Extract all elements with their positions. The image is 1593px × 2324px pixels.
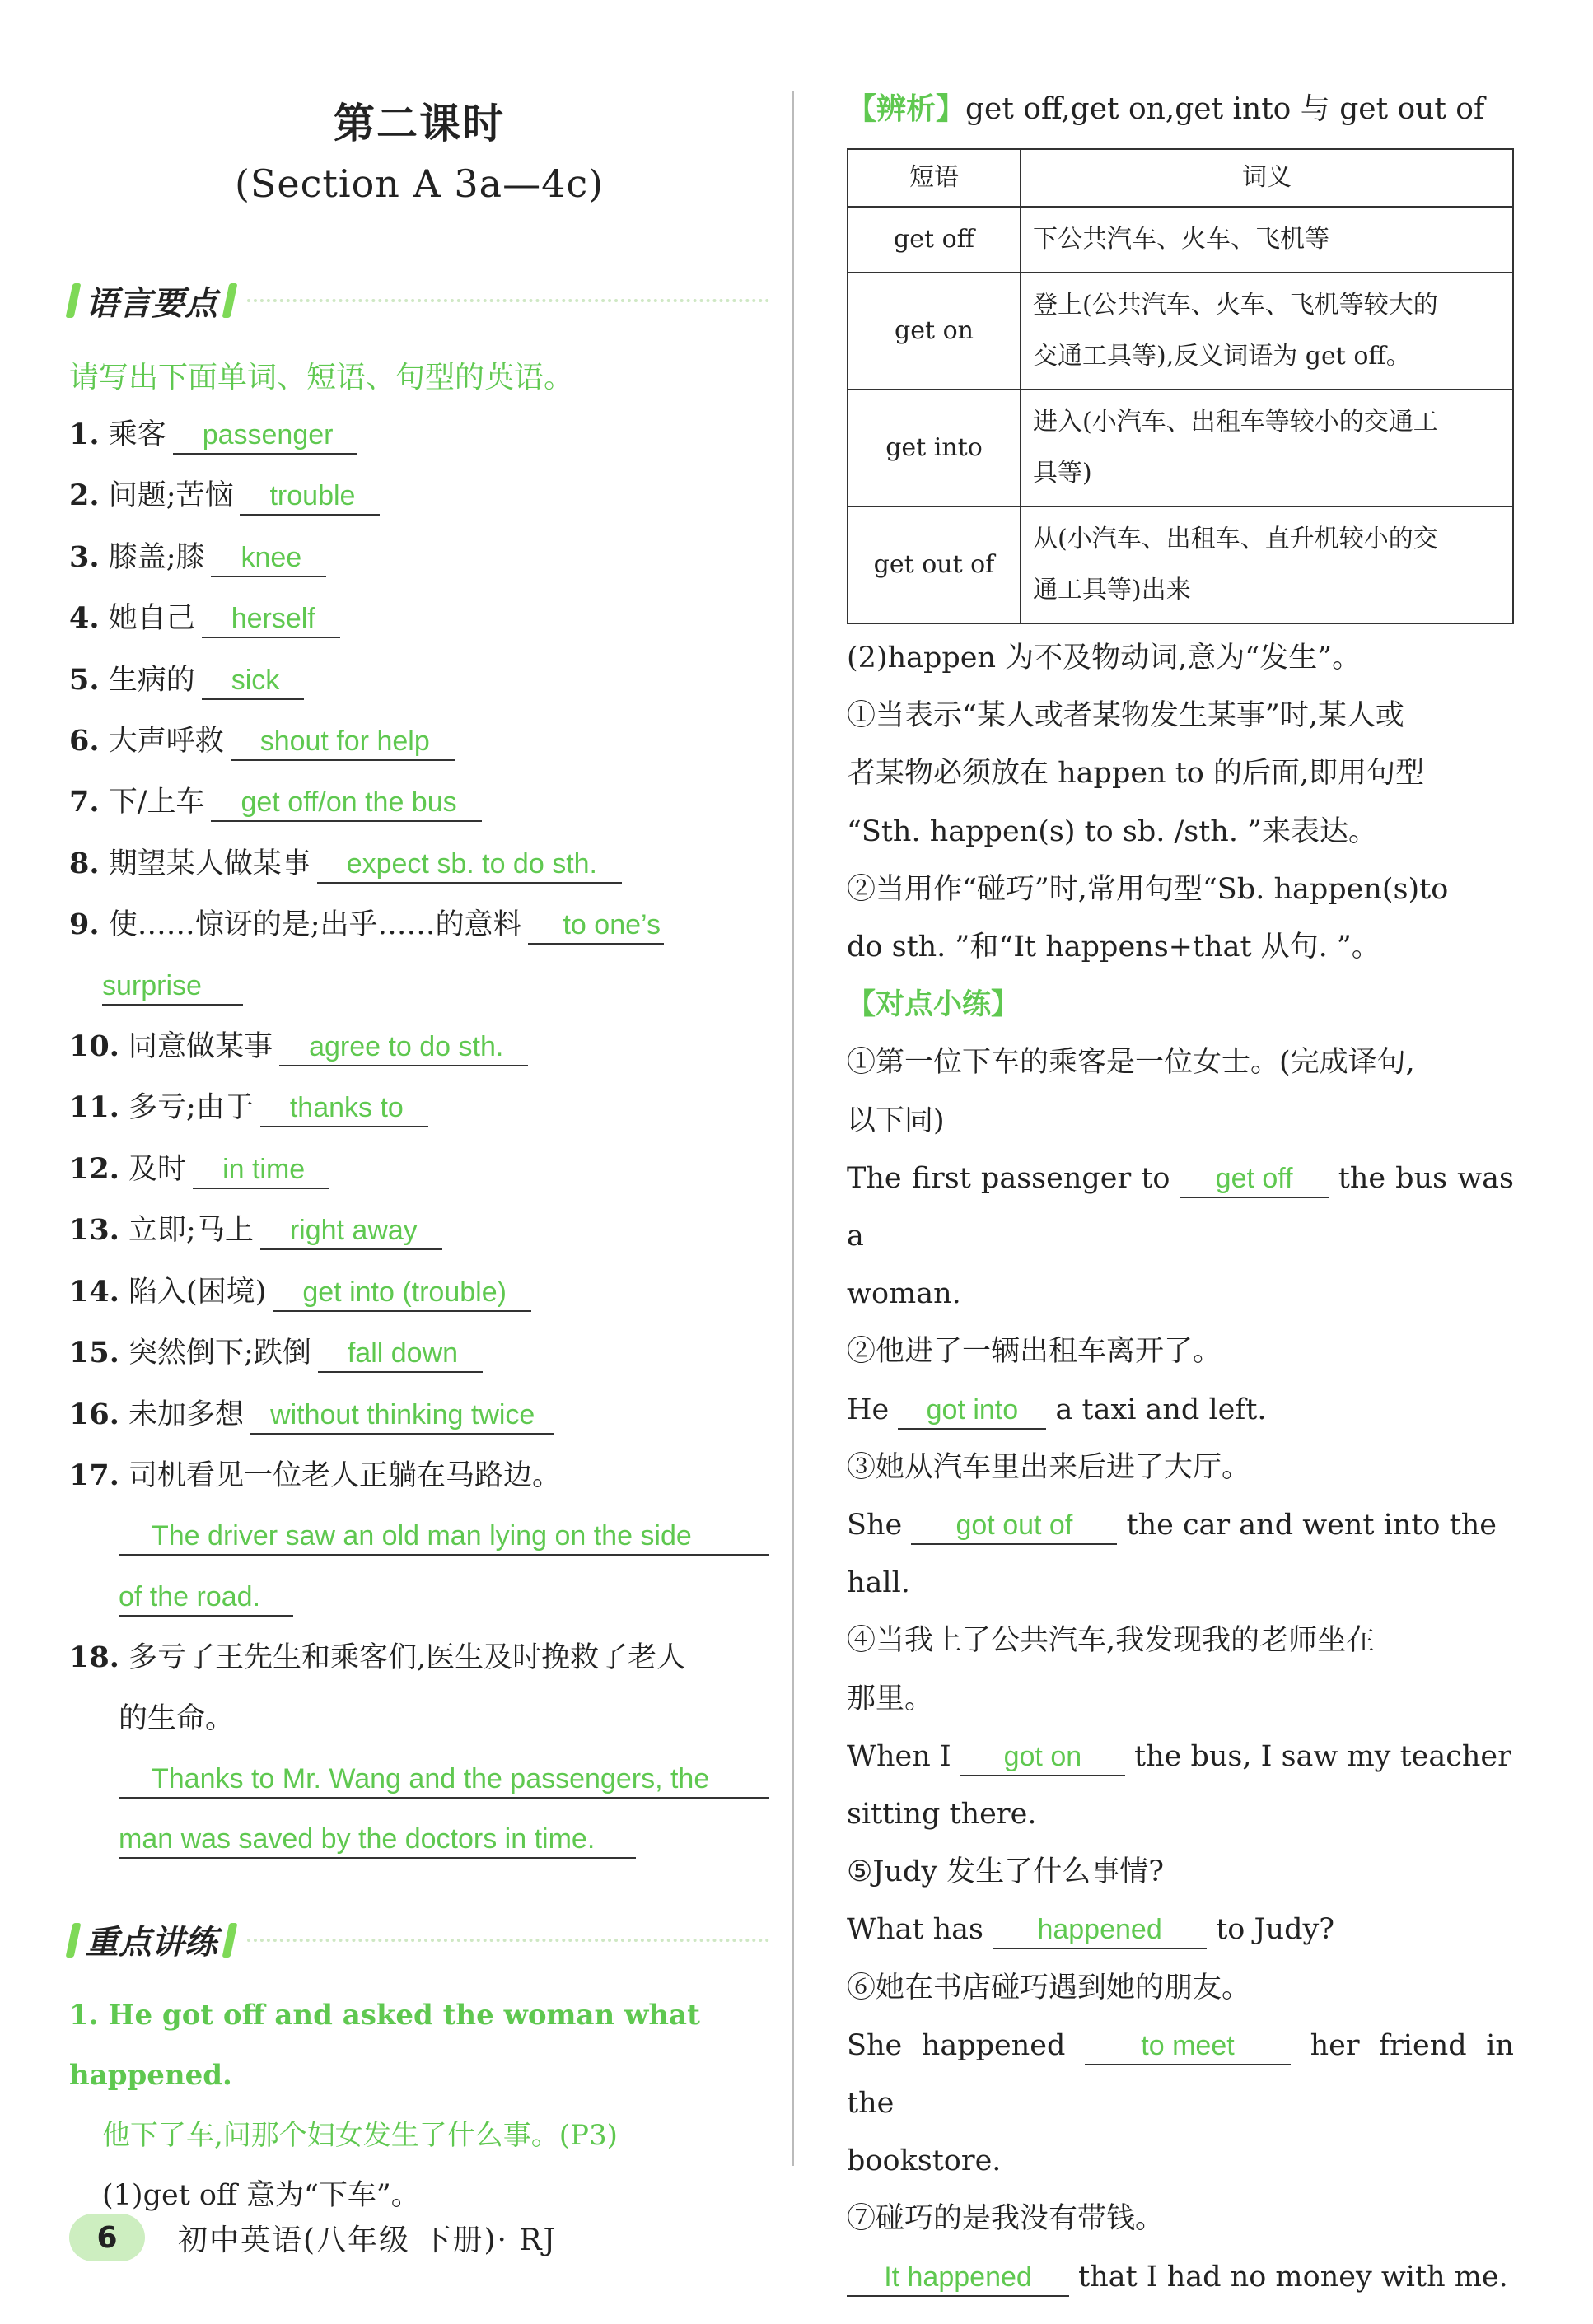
- answer-blank[interactable]: get off: [1180, 1160, 1329, 1198]
- practice-q7-en: It happened that I had no money with me.: [847, 2248, 1514, 2306]
- table-row: [848, 506, 1513, 623]
- table-header-row: [848, 149, 1513, 207]
- vocab-list: [69, 404, 769, 1870]
- section-heading-language-points: [69, 272, 769, 329]
- section-title: 重点讲练: [86, 1924, 217, 1962]
- answer-blank[interactable]: herself: [202, 600, 340, 638]
- answer-blank[interactable]: without thinking twice: [250, 1397, 554, 1435]
- answer-blank[interactable]: fall down: [318, 1335, 483, 1373]
- translation-answer-line: [69, 1749, 769, 1809]
- practice-q4-en: When I got on the bus, I saw my teacher: [847, 1728, 1514, 1785]
- answer-blank[interactable]: got out of: [911, 1507, 1117, 1545]
- heading-bar-left: [66, 283, 82, 318]
- vocab-item: 13. 立即;马上 right away: [69, 1200, 769, 1261]
- vocab-item: 8. 期望某人做某事 expect sb. to do sth.: [69, 833, 769, 894]
- practice-q1-en: The first passenger to get off the bus was a: [847, 1161, 1514, 1253]
- translation-item-18: 18. 多亏了王先生和乘客们,医生及时挽救了老人: [69, 1640, 686, 1675]
- translation-prompt-continued: 的生命。: [119, 1701, 235, 1735]
- answer-blank[interactable]: thanks to: [260, 1090, 428, 1127]
- vocab-item: 14. 陷入(困境) get into (trouble): [69, 1262, 769, 1323]
- vocab-item: 3. 膝盖;膝 knee: [69, 527, 769, 588]
- answer-blank[interactable]: got into: [898, 1392, 1046, 1430]
- answer-blank[interactable]: man was saved by the doctors in time.: [119, 1821, 636, 1859]
- key-sentence-en: 1. He got off and asked the woman what happened.: [69, 1998, 700, 2092]
- practice-q7-cn: ⑦碰巧的是我没有带钱。: [847, 2202, 1165, 2236]
- key-sentence-cn: 他下了车,问那个妇女发生了什么事。(P3): [102, 2118, 618, 2152]
- vocab-item: 9. 使……惊讶的是;出乎……的意料 to one’s: [69, 894, 769, 955]
- vocab-item: 7. 下/上车 get off/on the bus: [69, 772, 769, 833]
- practice-q5-cn: ⑤Judy 发生了什么事情?: [847, 1855, 1165, 1889]
- lesson-subtitle: (Section A 3a—4c): [234, 161, 605, 206]
- answer-blank[interactable]: to one’s: [528, 907, 663, 945]
- vocab-item: 2. 问题;苦恼 trouble: [69, 465, 769, 526]
- table-row: [848, 207, 1513, 273]
- right-column: 【辨析】get off,get on,get into 与 get out of 短语 词义 get off 下公共汽车、火车、飞机等 get on 登上(公共汽车、火车、飞机等较大的 交通工具等),反义词语为 get off。 get into 进入(小汽车、出租车等较小的交通工 具等) get out of 从(小汽车、出租车、直升机较小的交 通工具等)出来 (2)happen 为不及物动词,意为“发生”。 ①当表示“某人或者某物发生某事”时,某人或 者某物必须放在 happen to 的后面,即用句型 “Sth. happen(s) to sb. /sth. ”来表达。 ②当用作“碰巧”时,常用句型“Sb. happen(s)to do sth. ”和“It happens+that 从句. ”。 【对点小练】 ①第一位下车的乘客是一位女士。(完成译句, 以下同) The first passenger to get off the bus was a woman. ②他进了一辆出租车离开了。 He got into a taxi and left. ③她从汽车里出来后进了大厅。 She got out of the car and went into the hall. ④当我上了公共汽车,我发现我的老师坐在 那里。 When I got on the bus, I saw my teacher sitting there. ⑤Judy 发生了什么事情? What has happened to Judy? ⑥她在书店碰巧遇到她的朋友。 She happened to meet her friend in the bookstore. ⑦碰巧的是我没有带钱。 It happened that I had no money with me.: [847, 82, 1514, 2306]
- answer-blank[interactable]: It happened: [847, 2259, 1069, 2297]
- meaning-cell: 登上(公共汽车、火车、飞机等较大的 交通工具等),反义词语为 get off。: [1021, 273, 1513, 390]
- vocab-item: 1. 乘客 passenger: [69, 404, 769, 465]
- answer-blank[interactable]: right away: [260, 1212, 442, 1250]
- answer-blank[interactable]: agree to do sth.: [279, 1029, 528, 1066]
- phrase-cell: get into: [848, 390, 1021, 506]
- answer-blank[interactable]: passenger: [173, 417, 358, 455]
- practice-q1-cn: ①第一位下车的乘客是一位女士。(完成译句,: [847, 1046, 1415, 1080]
- vocab-item: 12. 及时 in time: [69, 1139, 769, 1200]
- answer-blank[interactable]: get into (trouble): [273, 1274, 531, 1312]
- heading-dotted-rule: [247, 299, 769, 302]
- phrase-cell: get off: [848, 207, 1021, 273]
- practice-q5-en: What has happened to Judy?: [847, 1901, 1514, 1958]
- section-heading-key-points: [69, 1911, 769, 1969]
- page-footer: [69, 2214, 557, 2261]
- translation-answer-line: [69, 1809, 769, 1869]
- phrase-cell: get out of: [848, 506, 1021, 623]
- answer-blank[interactable]: happened: [993, 1911, 1207, 1949]
- happen-explanation: (2)happen 为不及物动词,意为“发生”。 ①当表示“某人或者某物发生某事”时,某人或 者某物必须放在 happen to 的后面,即用句型 “Sth. happen(s) to sb. /sth. ”来表达。 ②当用作“碰巧”时,常用句型“Sb. happen(s)to do sth. ”和“It happens+that 从句. ”。: [847, 642, 1449, 964]
- answer-blank[interactable]: trouble: [240, 478, 380, 516]
- answer-blank[interactable]: get off/on the bus: [211, 784, 481, 822]
- answer-blank[interactable]: The driver saw an old man lying on the side: [119, 1518, 769, 1556]
- practice-q3-cn: ③她从汽车里出来后进了大厅。: [847, 1450, 1251, 1484]
- answer-blank[interactable]: Thanks to Mr. Wang and the passengers, the: [119, 1761, 769, 1799]
- translation-item-17: 17. 司机看见一位老人正躺在马路边。: [69, 1458, 562, 1492]
- translation-answer-line: [69, 1567, 769, 1627]
- answer-blank[interactable]: shout for help: [231, 723, 455, 761]
- answer-blank[interactable]: of the road.: [119, 1579, 293, 1617]
- answer-blank[interactable]: sick: [202, 662, 305, 700]
- practice-q6-en: She happened to meet her friend in the: [847, 2028, 1514, 2121]
- answer-blank[interactable]: got on: [960, 1738, 1125, 1776]
- heading-dotted-rule: [247, 1939, 769, 1942]
- table-header-cell: 短语: [848, 149, 1021, 207]
- section-title: 语言要点: [86, 284, 217, 323]
- practice-q4-cn: ④当我上了公共汽车,我发现我的老师坐在: [847, 1624, 1376, 1658]
- translation-answer-line: [69, 1506, 769, 1566]
- answer-blank[interactable]: knee: [211, 539, 326, 577]
- heading-bar-right: [222, 283, 238, 318]
- left-column: [69, 82, 769, 2226]
- heading-bar-left: [66, 1923, 82, 1958]
- phrase-cell: get on: [848, 273, 1021, 390]
- vocab-item: 15. 突然倒下;跌倒 fall down: [69, 1323, 769, 1384]
- column-divider: [792, 91, 794, 2166]
- table-header-cell: 词义: [1021, 149, 1513, 207]
- phrase-comparison-table: [847, 148, 1514, 624]
- instruction: 请写出下面单词、短语、句型的英语。: [69, 361, 574, 394]
- answer-blank[interactable]: in time: [193, 1151, 329, 1189]
- note-get-off: (1)get off 意为“下车”。: [102, 2178, 420, 2212]
- answer-blank[interactable]: expect sb. to do sth.: [317, 846, 622, 884]
- answer-blank[interactable]: to meet: [1085, 2028, 1291, 2065]
- practice-q2-cn: ②他进了一辆出租车离开了。: [847, 1335, 1222, 1369]
- vocab-item-continued: [69, 956, 769, 1016]
- practice-q2-en: He got into a taxi and left.: [847, 1381, 1514, 1439]
- vocab-item: 10. 同意做某事 agree to do sth.: [69, 1016, 769, 1077]
- meaning-cell: 进入(小汽车、出租车等较小的交通工 具等): [1021, 390, 1513, 506]
- meaning-cell: 下公共汽车、火车、飞机等: [1021, 207, 1513, 273]
- meaning-cell: 从(小汽车、出租车、直升机较小的交 通工具等)出来: [1021, 506, 1513, 623]
- vocab-item: 5. 生病的 sick: [69, 650, 769, 711]
- page-number: 6: [69, 2214, 145, 2261]
- vocab-item: 11. 多亏;由于 thanks to: [69, 1077, 769, 1138]
- practice-q6-cn: ⑥她在书店碰巧遇到她的朋友。: [847, 1971, 1251, 2004]
- table-row: [848, 390, 1513, 506]
- vocab-item: 16. 未加多想 without thinking twice: [69, 1384, 769, 1445]
- vocab-item: 6. 大声呼救 shout for help: [69, 711, 769, 772]
- practice-heading: 【对点小练】: [847, 988, 1021, 1022]
- table-row: [848, 273, 1513, 390]
- book-title: 初中英语(八年级 下册)· RJ: [178, 2223, 557, 2257]
- analysis-heading: 【辨析】get off,get on,get into 与 get out of: [847, 92, 1485, 126]
- answer-blank[interactable]: surprise: [102, 968, 243, 1006]
- heading-bar-right: [222, 1923, 238, 1958]
- practice-q3-en: She got out of the car and went into the: [847, 1496, 1514, 1554]
- analysis-tag: 【辨析】: [847, 92, 966, 126]
- lesson-title: 第二课时: [334, 99, 505, 147]
- vocab-item: 4. 她自己 herself: [69, 588, 769, 649]
